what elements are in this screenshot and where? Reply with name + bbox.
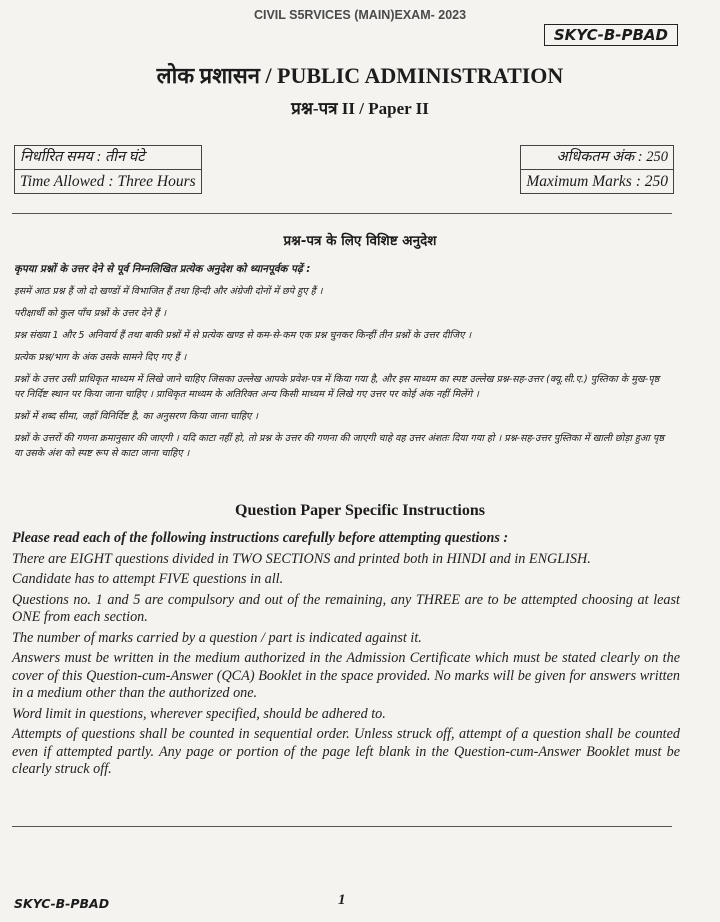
divider-bottom	[12, 826, 672, 827]
maximum-marks-box	[520, 145, 674, 194]
hindi-instruction-line: इसमें आठ प्रश्न हैं जो दो खण्डों में विभाजित हैं तथा हिन्दी और अंग्रेजी दोनों में छपे हुए हैं ।	[14, 286, 323, 297]
hindi-instruction-line: प्रश्नों के उत्तरों की गणना क्रमानुसार की जाएगी । यदि काटा नहीं हो, तो प्रश्न के उत्तर की गणना की जाएगी चाहे वह उत्तर अंशतः दिया गया हो । प्रश्न-सह-उत्तर पुस्तिका में खाली छोड़ा हुआ पृष्ठ या उसके अंश को स्पष्ट रूप से काटा जाना चाहिए ।	[14, 433, 664, 459]
english-instruction-line: Candidate has to attempt FIVE questions in all.	[12, 571, 284, 587]
hindi-instruction-line: प्रश्न संख्या 1 और 5 अनिवार्य हैं तथा बाकी प्रश्नों में से प्रत्येक खण्ड से कम-से-कम एक प्रश्न चुनकर किन्हीं तीन प्रश्नों के उत्तर दीजिए ।	[14, 330, 472, 341]
english-instruction-line: There are EIGHT questions divided in TWO SECTIONS and printed both in HINDI and in ENGLISH.	[12, 550, 591, 567]
hindi-instruction-line: परीक्षार्थी को कुल पाँच प्रश्नों के उत्तर देने हैं ।	[14, 308, 167, 319]
exam-title: CIVIL S5RVICES (MAIN)EXAM- 2023	[253, 8, 467, 22]
page-number: 1	[338, 892, 346, 908]
hindi-instructions	[14, 262, 664, 468]
english-instruction-line: Questions no. 1 and 5 are compulsory and out of the remaining, any THREE are to be attempted choosing at least ONE from each section.	[12, 591, 680, 625]
divider-top	[12, 213, 672, 214]
english-instruction-line: Please read each of the following instructions carefully before attempting questions :	[12, 530, 509, 546]
english-instructions	[12, 530, 680, 782]
hindi-instruction-line: कृपया प्रश्नों के उत्तर देने से पूर्व निम्नलिखित प्रत्येक अनुदेश को ध्यानपूर्वक पढ़ें :	[14, 263, 311, 275]
english-instruction-line: Word limit in questions, wherever specified, should be adhered to.	[12, 705, 386, 722]
paper-code-box: SKYC-B-PBAD	[544, 24, 678, 46]
paper-title: लोक प्रशासन / PUBLIC ADMINISTRATION	[156, 63, 564, 88]
footer-paper-code: SKYC-B-PBAD	[14, 896, 110, 911]
paper-subtitle: प्रश्न-पत्र II / Paper II	[291, 99, 429, 118]
hindi-instruction-line: प्रश्नों के उत्तर उसी प्राधिकृत माध्यम में लिखे जाने चाहिए जिसका उल्लेख आपके प्रवेश-पत्र में किया गया है, और इस माध्यम का स्पष्ट उल्लेख प्रश्न-सह-उत्तर (क्यू.सी.ए.) पुस्तिका के मुख-पृष्ठ पर निर्दिष्ट स्थान पर किया जाना चाहिए । प्राधिकृत माध्यम के अतिरिक्त अन्य किसी माध्यम में लिखे गए उत्तर पर कोई अंक नहीं मिलेंगे ।	[14, 374, 660, 400]
time-allowed-english: Time Allowed : Three Hours	[15, 169, 201, 193]
time-allowed-box	[14, 145, 202, 194]
english-instruction-line: Answers must be written in the medium authorized in the Admission Certificate which must be stated clearly on the cover of this Question-cum-Answer (QCA) Booklet in the space provided. No marks will be given for answers written in a medium other than the authorized one.	[12, 650, 680, 701]
hindi-instruction-line: प्रश्नों में शब्द सीमा, जहाँ विनिर्दिष्ट है, का अनुसरण किया जाना चाहिए ।	[14, 411, 259, 422]
maximum-marks-english: Maximum Marks : 250	[521, 169, 673, 193]
hindi-instruction-line: प्रत्येक प्रश्न/भाग के अंक उसके सामने दिए गए हैं ।	[14, 352, 187, 363]
time-allowed-hindi: निर्धारित समय : तीन घंटे	[20, 149, 145, 165]
english-instructions-heading: Question Paper Specific Instructions	[235, 502, 485, 519]
maximum-marks-hindi: अधिकतम अंक : 250	[556, 149, 668, 165]
english-instruction-line: Attempts of questions shall be counted in sequential order. Unless struck off, attempt of a question shall be counted even if attempted partly. Any page or portion of the page left blank in the Question-cum-Answer Booklet must be clearly struck off.	[12, 726, 680, 777]
hindi-instructions-heading: प्रश्न-पत्र के लिए विशिष्ट अनुदेश	[283, 233, 437, 249]
english-instruction-line: The number of marks carried by a question / part is indicated against it.	[12, 629, 422, 646]
